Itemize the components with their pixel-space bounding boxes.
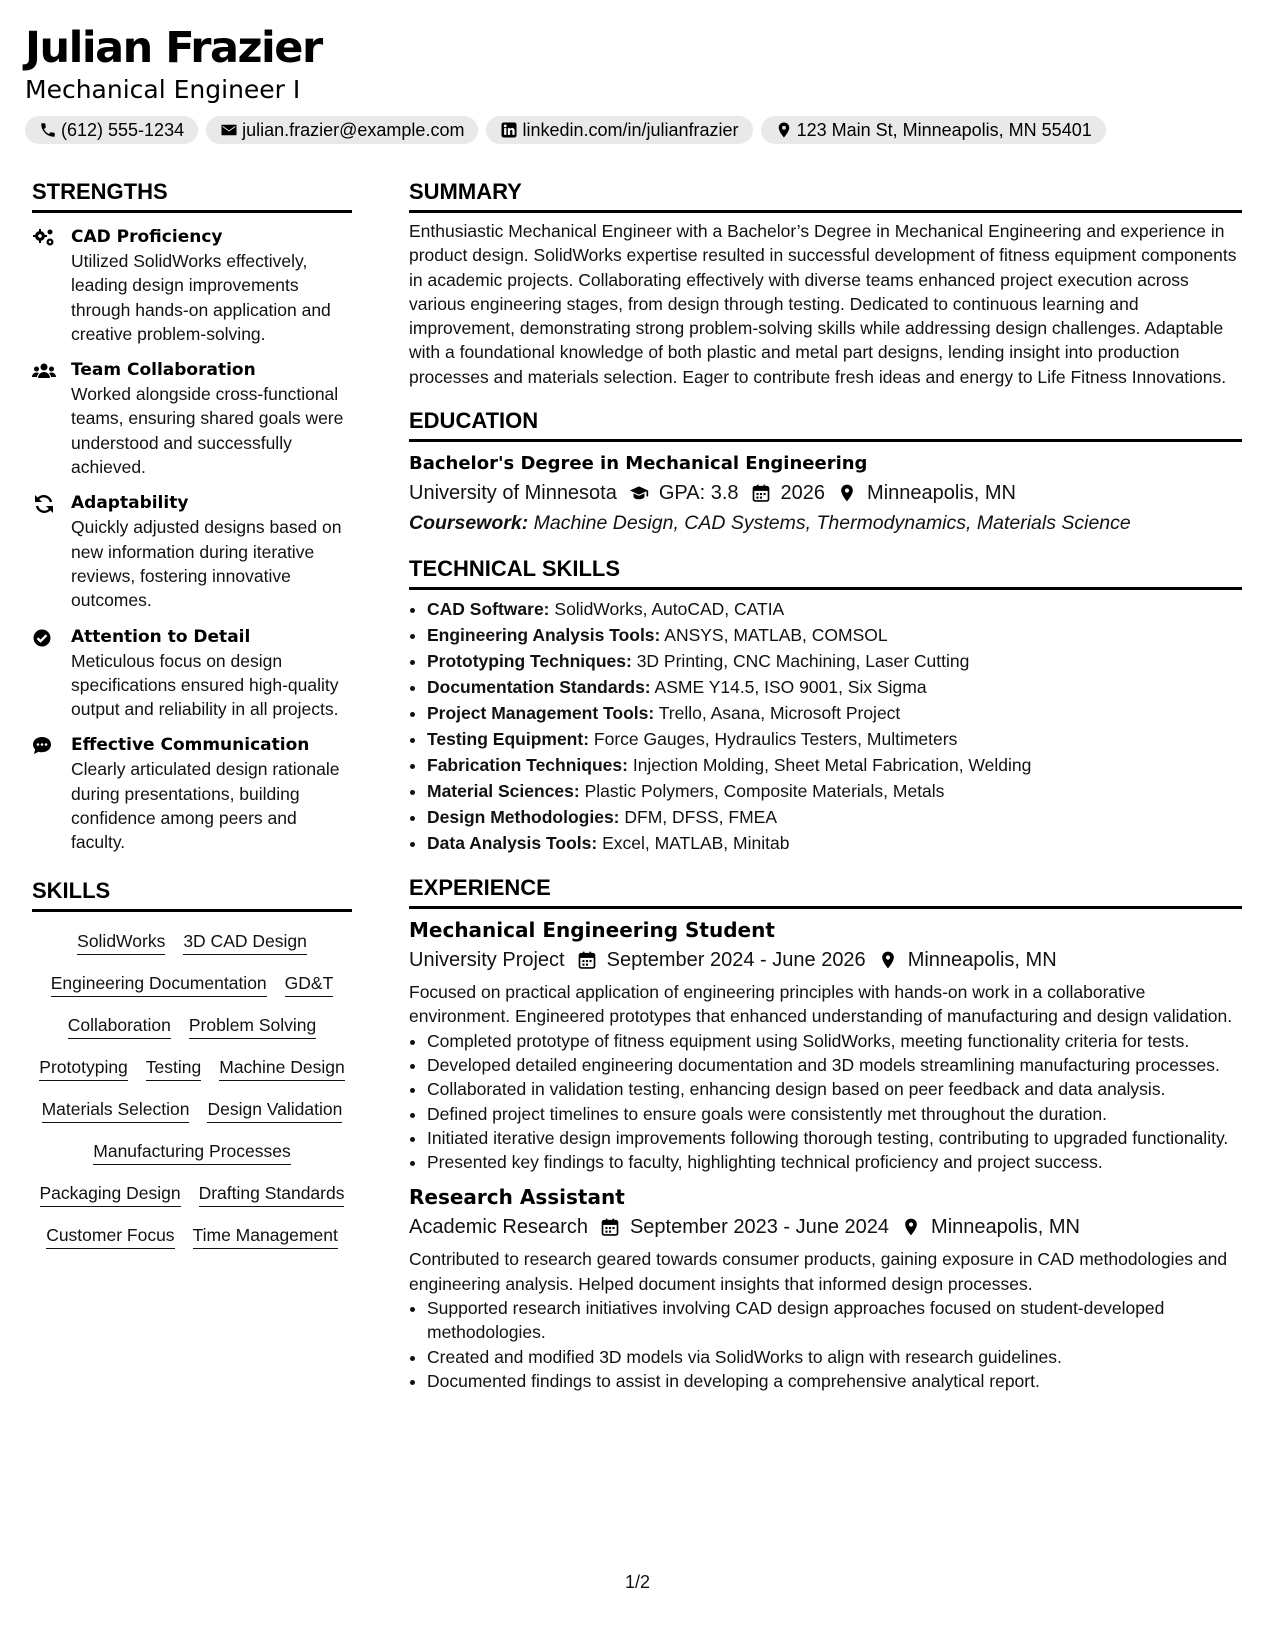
strength-desc: Meticulous focus on design specifications ensured high-quality output and reliability in all projects. — [71, 650, 339, 720]
education-section — [409, 407, 1242, 537]
skill-tag: Problem Solving — [189, 1014, 316, 1039]
skill-tag: 3D CAD Design — [183, 930, 307, 955]
skill-tag: Machine Design — [219, 1056, 344, 1081]
job-title: Mechanical Engineer I — [25, 75, 301, 104]
list-item: • Defined project timelines to ensure goals were consistently met throughout the duration. — [427, 1102, 1242, 1126]
job-location: Minneapolis, MN — [931, 1216, 1080, 1239]
skill-tag: Time Management — [193, 1224, 338, 1249]
strength-desc: Worked alongside cross-functional teams, ensuring shared goals were understood and successfully achieved. — [71, 384, 344, 478]
job-bullets — [409, 1029, 1242, 1175]
school-name: University of Minnesota — [409, 482, 617, 505]
education-heading: EDUCATION — [409, 407, 1242, 442]
map-pin-icon — [775, 121, 793, 139]
skill-category: Documentation Standards: — [427, 677, 651, 698]
technical-skills-list — [409, 596, 1242, 856]
list-item — [427, 778, 1242, 804]
map-pin-icon — [878, 950, 898, 970]
list-item — [427, 622, 1242, 648]
contact-linkedin-text: linkedin.com/in/julianfrazier — [522, 119, 739, 140]
skill-category: Testing Equipment: — [427, 729, 590, 750]
envelope-icon — [220, 121, 238, 139]
summary-text: Enthusiastic Mechanical Engineer with a Bachelor’s Degree in Mechanical Engineering and experience in product design. SolidWorks expertise resulted in successful development of fitness equipment components in academic projects. Collaborating effectively with diverse teams enhanced project execution across various engineering stages, from design through testing. Dedicated to continuous learning and improvement, demonstrating strong problem-solving skills while addressing design challenges. Adaptable with a foundational knowledge of both plastic and metal part designs, lending insight into production processes and materials selection. Eager to contribute fresh ideas and energy to Life Fitness Innovations. — [409, 221, 1237, 387]
skill-values: Excel, MATLAB, Minitab — [602, 833, 790, 854]
strength-item — [32, 733, 352, 854]
experience-section — [409, 874, 1242, 1393]
skill-category: Prototyping Techniques: — [427, 651, 632, 672]
comment-dots-icon — [32, 736, 56, 756]
linkedin-icon — [500, 121, 518, 139]
strengths-heading: STRENGTHS — [32, 178, 352, 213]
skill-values: Force Gauges, Hydraulics Testers, Multimeters — [593, 729, 958, 750]
list-item: • Developed detailed engineering documentation and 3D models streamlining manufacturing processes. — [427, 1053, 1242, 1077]
job-title: Research Assistant — [409, 1185, 625, 1210]
job-location: Minneapolis, MN — [907, 949, 1057, 972]
skill-category: Material Sciences: — [427, 781, 580, 802]
list-item: • Completed prototype of fitness equipment using SolidWorks, meeting functionality criteria for tests. — [427, 1029, 1242, 1053]
list-item — [427, 752, 1242, 778]
skill-tag: Customer Focus — [46, 1224, 174, 1249]
contact-email-text: julian.frazier@example.com — [242, 119, 465, 140]
strength-item — [32, 225, 352, 346]
skill-tag: Packaging Design — [40, 1182, 181, 1207]
map-pin-icon — [901, 1217, 921, 1237]
gears-icon — [32, 228, 56, 248]
gpa: GPA: 3.8 — [658, 482, 739, 505]
organization: University Project — [409, 949, 565, 972]
skill-tag: Manufacturing Processes — [93, 1140, 290, 1165]
contact-address[interactable] — [761, 116, 1106, 144]
skill-values: ASME Y14.5, ISO 9001, Six Sigma — [654, 677, 927, 698]
skill-values: ANSYS, MATLAB, COMSOL — [664, 625, 888, 646]
contact-phone-text: (612) 555-1234 — [61, 119, 185, 140]
skill-category: Project Management Tools: — [427, 703, 655, 724]
contact-phone[interactable] — [25, 116, 198, 144]
coursework-label: Coursework: — [409, 512, 529, 535]
page-number: 1/2 — [624, 1572, 651, 1592]
left-column — [32, 178, 352, 1249]
list-item: • Presented key findings to faculty, highlighting technical proficiency and project success. — [427, 1150, 1242, 1174]
skill-values: Trello, Asana, Microsoft Project — [658, 703, 901, 724]
skill-tag: Drafting Standards — [199, 1182, 345, 1207]
list-item — [427, 674, 1242, 700]
job-description: Contributed to research geared towards consumer products, gaining exposure in CAD methodologies and engineering analysis. Helped document insights that informed design processes. — [409, 1249, 1228, 1294]
education-meta — [409, 479, 1242, 507]
strength-item — [32, 625, 352, 722]
contact-linkedin[interactable] — [486, 116, 752, 144]
technical-skills-heading: TECHNICAL SKILLS — [409, 555, 1242, 590]
skill-values: SolidWorks, AutoCAD, CATIA — [554, 599, 785, 620]
skill-tag: GD&T — [285, 972, 334, 997]
list-item — [427, 700, 1242, 726]
check-circle-icon — [32, 628, 56, 648]
skill-category: Design Methodologies: — [427, 807, 620, 828]
calendar-icon — [600, 1217, 620, 1237]
users-icon — [32, 361, 56, 381]
job-bullets — [409, 1296, 1242, 1393]
summary-heading: SUMMARY — [409, 178, 1242, 213]
strength-item — [32, 491, 352, 612]
skill-tag: Engineering Documentation — [51, 972, 267, 997]
map-pin-icon — [837, 483, 857, 503]
list-item — [427, 726, 1242, 752]
job-entry — [409, 1184, 1242, 1393]
strength-title: CAD Proficiency — [71, 227, 223, 247]
skill-values: Injection Molding, Sheet Metal Fabrication, Welding — [632, 755, 1032, 776]
job-dates: September 2024 - June 2026 — [606, 949, 866, 972]
contact-email[interactable] — [206, 116, 478, 144]
strength-title: Team Collaboration — [71, 360, 256, 381]
strength-desc: Clearly articulated design rationale during presentations, building confidence among peers and faculty. — [71, 759, 340, 853]
sync-icon — [32, 494, 56, 514]
skill-tag: SolidWorks — [77, 930, 165, 955]
list-item: • Supported research initiatives involving CAD design approaches focused on student-developed methodologies. — [427, 1296, 1242, 1345]
degree: Bachelor's Degree in Mechanical Engineering — [409, 453, 868, 475]
list-item — [427, 648, 1242, 674]
education-location: Minneapolis, MN — [867, 482, 1016, 505]
graduation-year: 2026 — [780, 482, 826, 505]
skill-tags — [32, 930, 352, 1249]
skill-category: CAD Software: — [427, 599, 550, 620]
strength-title: Attention to Detail — [71, 626, 251, 647]
job-entry — [409, 917, 1242, 1174]
job-dates: September 2023 - June 2024 — [629, 1216, 890, 1239]
right-column — [409, 178, 1242, 1403]
phone-icon — [39, 121, 57, 139]
candidate-name: Julian Frazier — [25, 23, 322, 73]
strength-title: Adaptability — [71, 493, 189, 514]
skill-values: Plastic Polymers, Composite Materials, Metals — [584, 781, 945, 802]
list-item: • Documented findings to assist in developing a comprehensive analytical report. — [427, 1369, 1242, 1393]
coursework — [409, 509, 1242, 537]
graduation-cap-icon — [629, 483, 649, 503]
strength-item — [32, 358, 352, 479]
skill-tag: Prototyping — [39, 1056, 128, 1081]
skill-tag: Testing — [146, 1056, 201, 1081]
list-item — [427, 830, 1242, 856]
list-item: • Created and modified 3D models via SolidWorks to align with research guidelines. — [427, 1345, 1242, 1369]
experience-heading: EXPERIENCE — [409, 874, 1242, 909]
contact-address-text: 123 Main St, Minneapolis, MN 55401 — [796, 119, 1092, 140]
contact-bar — [25, 116, 1255, 144]
skill-values: 3D Printing, CNC Machining, Laser Cutting — [636, 651, 970, 672]
calendar-icon — [751, 483, 771, 503]
technical-skills-section — [409, 555, 1242, 856]
job-title: Mechanical Engineering Student — [409, 918, 775, 943]
skill-tag: Collaboration — [68, 1014, 171, 1039]
job-description: Focused on practical application of engineering principles with hands-on work in a collaborative environment. Engineered prototypes that enhanced understanding of manufacturing and design validation. — [409, 982, 1233, 1027]
list-item — [427, 804, 1242, 830]
strength-desc: Utilized SolidWorks effectively, leading design improvements through hands-on application and creative problem-solving. — [71, 251, 331, 344]
strength-title: Effective Communication — [71, 735, 310, 756]
list-item — [427, 596, 1242, 622]
resume-header — [25, 22, 1255, 144]
skill-tag: Design Validation — [207, 1098, 342, 1123]
skill-tag: Materials Selection — [42, 1098, 190, 1123]
list-item: • Collaborated in validation testing, enhancing design based on peer feedback and data analysis. — [427, 1077, 1242, 1101]
calendar-icon — [577, 950, 597, 970]
coursework-list: Machine Design, CAD Systems, Thermodynamics, Materials Science — [533, 512, 1131, 535]
job-meta — [409, 1213, 1242, 1241]
list-item: • Initiated iterative design improvements following thorough testing, contributing to upgraded functionality. — [427, 1126, 1242, 1150]
job-meta — [409, 946, 1242, 974]
skill-category: Engineering Analysis Tools: — [427, 625, 661, 646]
skill-category: Fabrication Techniques: — [427, 755, 628, 776]
skills-heading: SKILLS — [32, 877, 352, 912]
strength-desc: Quickly adjusted designs based on new information during iterative reviews, fostering innovative outcomes. — [71, 517, 342, 611]
skill-category: Data Analysis Tools: — [427, 833, 598, 854]
organization: Academic Research — [409, 1216, 588, 1239]
skill-values: DFM, DFSS, FMEA — [624, 807, 778, 828]
